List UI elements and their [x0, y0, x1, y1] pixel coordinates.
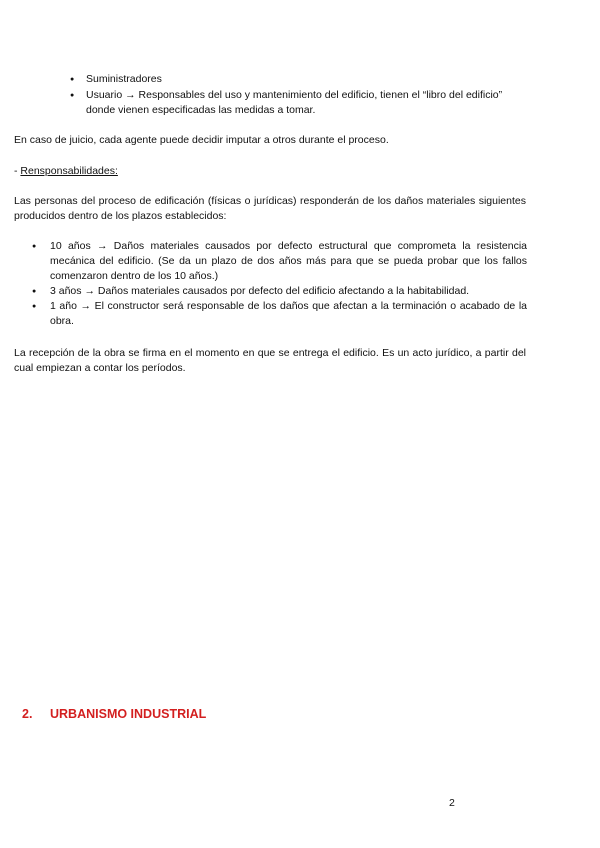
page-number: 2 [449, 797, 455, 809]
list-item: ● Suministradores [70, 72, 528, 87]
paragraph-juicio: En caso de juicio, cada agente puede decidir imputar a otros durante el proceso. [14, 134, 389, 146]
responsabilidades-heading [14, 164, 526, 179]
list-item: ● 10 años → Daños materiales causados por defecto estructural que comprometa la resistencia mecánica del edificio. (Se da un plazo de dos años más para que se pueda probar que los fallos comenzaron dentro de los 10 años.) [32, 239, 527, 284]
actors-list [70, 72, 528, 118]
heading-label: Rensponsabilidades: [20, 165, 118, 177]
section-number: 2. [22, 707, 33, 721]
paragraph-personas: Las personas del proceso de edificación (físicas o jurídicas) responderán de los daños materiales siguientes producidos dentro de los plazos establecidos: [14, 195, 526, 222]
paragraph-recepcion: La recepción de la obra se firma en el momento en que se entrega el edificio. Es un acto jurídico, a partir del cual empiezan a contar los períodos. [14, 347, 526, 374]
list-item: ● Usuario → Responsables del uso y mantenimiento del edificio, tienen el “libro del edificio” donde vienen especificadas las medidas a tomar. [70, 88, 528, 118]
heading-dash: - [14, 165, 21, 177]
plazos-list [32, 239, 527, 329]
list-item: ● 3 años → Daños materiales causados por defecto del edificio afectando a la habitabilidad. [32, 284, 527, 299]
section-heading [22, 707, 206, 722]
list-item: ● 1 año → El constructor será responsable de los daños que afectan a la terminación o acabado de la obra. [32, 299, 527, 329]
section-title: URBANISMO INDUSTRIAL [50, 707, 207, 721]
